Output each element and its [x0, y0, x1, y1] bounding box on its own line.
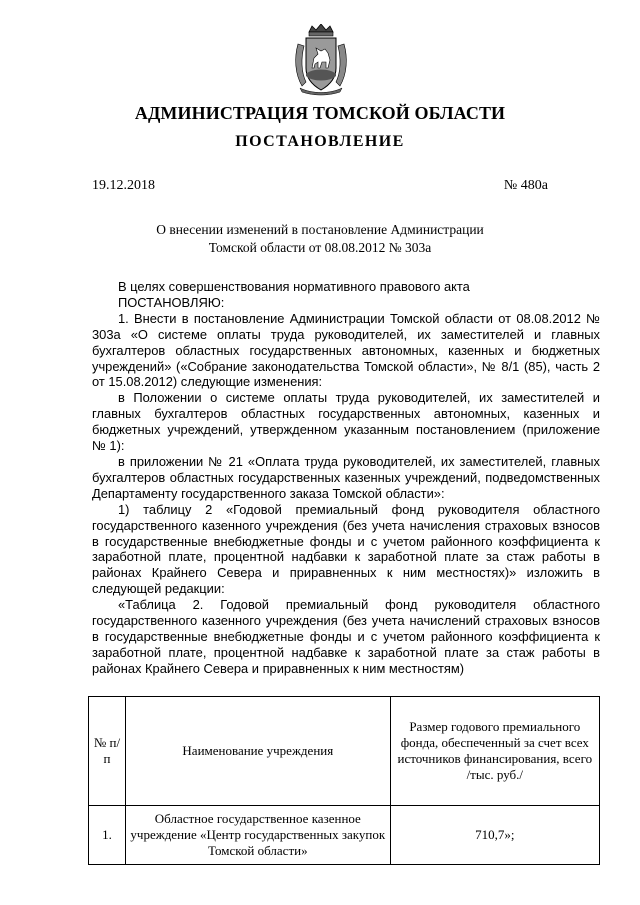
paragraph-resolve: ПОСТАНОВЛЯЮ: [118, 294, 225, 310]
header-institution: Наименование учреждения [126, 697, 391, 806]
paragraph-regulation: в Положении о системе оплаты труда руководителей, их заместителей и главных бухгалтеров областных государственных автономных, казенных и бюджетных учреждений, утвержденном указанным постановлением (приложение № 1): [92, 390, 600, 454]
document-date: 19.12.2018 [92, 178, 155, 193]
paragraph-item-1: 1. Внести в постановление Администрации Томской области от 08.08.2012 № 303а «О системе оплаты труда руководителей, их заместителей и главных бухгалтеров областных государственных автономных, казенных и бюджетных учреждений» («Собрание законодательства Томской области», № 8/1 (85), часть 2 от 15.08.2012) следующие изменения: [92, 310, 600, 390]
paragraph-table-2-change: 1) таблицу 2 «Годовой премиальный фонд руководителя областного государственного казенного учреждения (без учета начисления страховых взносов в государственные внебюджетные фонды и с учетом районного коэффициента к заработной плате, процентной надбавки к заработной плате за стаж работы в районах Крайнего Севера и приравненных к ним местностях)» изложить в следующей редакции: [92, 501, 600, 597]
table-row [89, 806, 600, 865]
cell-institution: Областное государственное казенное учреждение «Центр государственных закупок Томской области» [126, 806, 391, 865]
premium-fund-table [88, 696, 600, 865]
document-type-title: ПОСТАНОВЛЕНИЕ [235, 133, 405, 150]
organization-title: АДМИНИСТРАЦИЯ ТОМСКОЙ ОБЛАСТИ [134, 103, 506, 123]
subject-line-2: Томской области от 08.08.2012 № 303а [208, 240, 432, 255]
paragraph-purpose: В целях совершенствования нормативного правового акта [118, 279, 470, 294]
document-body [92, 279, 600, 677]
tomsk-region-coat-of-arms-icon [292, 24, 350, 96]
paragraph-appendix-21: в приложении № 21 «Оплата труда руководителей, их заместителей, главных бухгалтеров областных государственных казенных учреждений, подведомственных Департаменту государственного заказа Томской области»: [92, 453, 600, 501]
header-number: № п/п [89, 697, 126, 806]
subject-line-1: О внесении изменений в постановление Администрации [156, 222, 484, 237]
document-subject [100, 221, 540, 257]
table-header-row [89, 697, 600, 806]
paragraph-table-2-title: «Таблица 2. Годовой премиальный фонд руководителя областного государственного казенного учреждения (без учета начислений страховых взносов в государственные внебюджетные фонды и с учетом районного коэффициента к заработной плате, процентной надбавке к заработной плате за стаж работы в районах Крайнего Севера и приравненных к ним местностям) [92, 597, 600, 676]
document-number: № 480а [503, 178, 548, 193]
header-fund-size: Размер годового премиального фонда, обеспеченный за счет всех источников финансирования, всего /тыс. руб./ [390, 697, 599, 806]
cell-amount: 710,7»; [390, 806, 599, 865]
cell-number: 1. [89, 806, 126, 865]
